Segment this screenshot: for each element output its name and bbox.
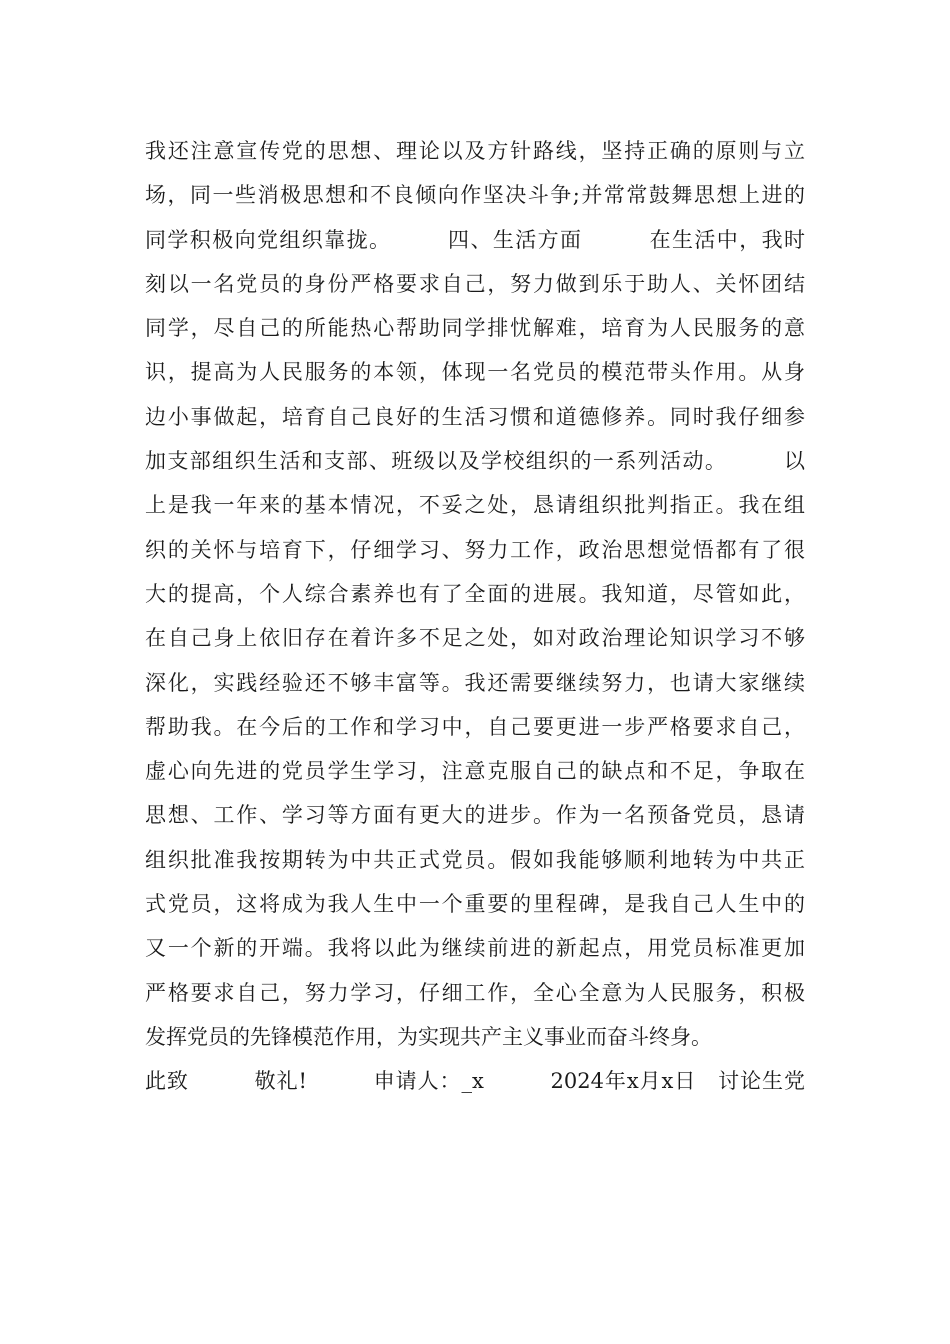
text-line: 边小事做起，培育自己良好的生活习惯和道德修养。同时我仔细参	[145, 404, 805, 429]
closing-line: 此致 敬礼! 申请人：_x 2024年x月x日 讨论生党	[145, 1069, 805, 1094]
text-line: 深化，实践经验还不够丰富等。我还需要继续努力，也请大家继续	[145, 670, 805, 695]
text-line: 场，同一些消极思想和不良倾向作坚决斗争;并常常鼓舞思想上进的	[145, 183, 805, 208]
text-line: 同学积极向党组织靠拢。 四、生活方面 在生活中，我时	[145, 227, 805, 252]
text-line: 式党员，这将成为我人生中一个重要的里程碑，是我自己人生中的	[145, 892, 805, 917]
text-line: 发挥党员的先锋模范作用，为实现共产主义事业而奋斗终身。	[145, 1024, 712, 1049]
text-line: 刻以一名党员的身份严格要求自己，努力做到乐于助人、关怀团结	[145, 271, 805, 296]
text-line: 在自己身上依旧存在着许多不足之处，如对政治理论知识学习不够	[145, 626, 805, 651]
text-line: 同学，尽自己的所能热心帮助同学排忧解难，培育为人民服务的意	[145, 316, 805, 341]
text-line: 帮助我。在今后的工作和学习中，自己要更进一步严格要求自己，	[145, 714, 805, 739]
text-line: 又一个新的开端。我将以此为继续前进的新起点，用党员标准更加	[145, 936, 805, 961]
text-line: 加支部组织生活和支部、班级以及学校组织的一系列活动。 以	[145, 449, 805, 474]
document-body	[145, 129, 815, 1104]
text-line: 思想、工作、学习等方面有更大的进步。作为一名预备党员，恳请	[145, 803, 805, 828]
text-line: 大的提高，个人综合素养也有了全面的进展。我知道，尽管如此，	[145, 581, 805, 606]
text-line: 识，提高为人民服务的本领，体现一名党员的模范带头作用。从身	[145, 360, 805, 385]
text-line: 严格要求自己，努力学习，仔细工作，全心全意为人民服务，积极	[145, 980, 805, 1005]
text-line: 上是我一年来的基本情况，不妥之处，恳请组织批判指正。我在组	[145, 493, 805, 518]
text-line: 组织批准我按期转为中共正式党员。假如我能够顺利地转为中共正	[145, 847, 805, 872]
text-line: 我还注意宣传党的思想、理论以及方针路线，坚持正确的原则与立	[145, 139, 805, 163]
text-line: 织的关怀与培育下，仔细学习、努力工作，政治思想觉悟都有了很	[145, 537, 805, 562]
text-line: 虚心向先进的党员学生学习，注意克服自己的缺点和不足，争取在	[145, 759, 805, 784]
